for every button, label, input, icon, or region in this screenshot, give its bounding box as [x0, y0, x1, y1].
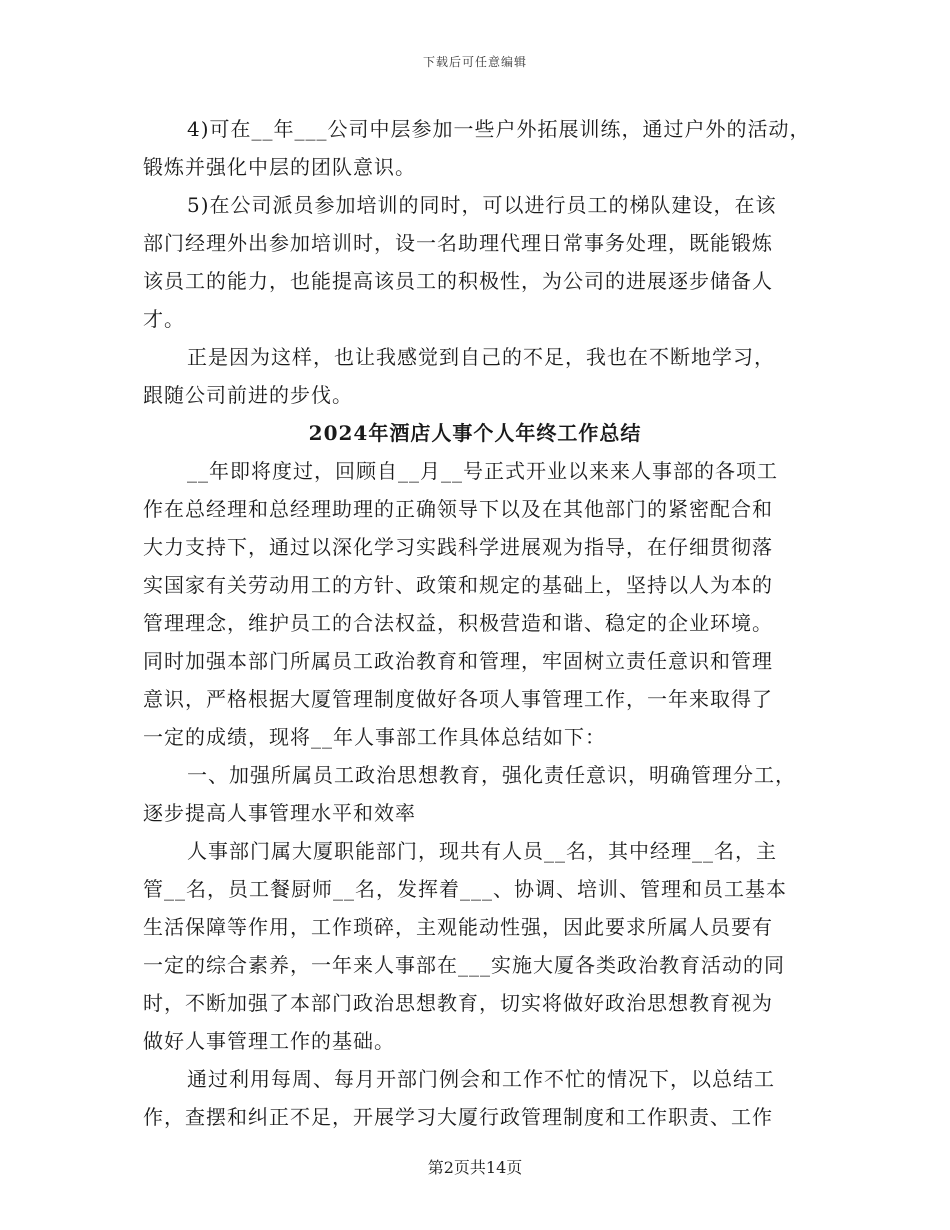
paragraph-line: 实国家有关劳动用工的方针、政策和规定的基础上，坚持以人为本的: [143, 573, 773, 597]
document-body: [143, 110, 811, 1136]
paragraph-line: 一定的综合素养，一年来人事部在___实施大厦各类政治教育活动的同: [143, 953, 785, 977]
paragraph-line: 作，查摆和纠正不足，开展学习大厦行政管理制度和工作职责、工作: [143, 1105, 773, 1129]
paragraph-line: 一定的成绩，现将__年人事部工作具体总结如下：: [143, 725, 606, 749]
paragraph-line: 跟随公司前进的步伐。: [143, 383, 353, 407]
paragraph-line: 管__名，员工餐厨师__名，发挥着___、协调、培训、管理和员工基本: [143, 877, 787, 901]
paragraph-line: 作在总经理和总经理助理的正确领导下以及在其他部门的紧密配合和: [143, 497, 773, 521]
paragraph-first-line: __年即将度过，回顾自__月__号正式开业以来来人事部的各项工: [187, 459, 778, 483]
paragraph-line: 才。: [143, 307, 185, 331]
paragraph-line: 逐步提高人事管理水平和效率: [143, 801, 416, 825]
page-footer: 第2页共14页: [427, 1158, 523, 1177]
page-header: 下载后可任意编辑: [422, 55, 527, 69]
paragraph-line: 意识，严格根据大厦管理制度做好各项人事管理工作，一年来取得了: [143, 687, 773, 711]
paragraph-line: 生活保障等作用，工作琐碎，主观能动性强，因此要求所属人员要有: [143, 915, 773, 939]
paragraph-first-line: 一、加强所属员工政治思想教育，强化责任意识，明确管理分工，: [187, 763, 796, 787]
paragraph-first-line: 通过利用每周、每月开部门例会和工作不忙的情况下，以总结工: [187, 1067, 775, 1091]
paragraph-first-line: 5)在公司派员参加培训的同时，可以进行员工的梯队建设，在该: [187, 193, 777, 217]
paragraph-line: 做好人事管理工作的基础。: [143, 1029, 395, 1053]
paragraph-line: 该员工的能力，也能提高该员工的积极性，为公司的进展逐步储备人: [143, 269, 773, 293]
paragraph-line: 管理理念，维护员工的合法权益，积极营造和谐、稳定的企业环境。: [143, 611, 773, 635]
paragraph-first-line: 人事部门属大厦职能部门，现共有人员__名，其中经理__名，主: [187, 839, 777, 863]
paragraph-first-line: 正是因为这样，也让我感觉到自己的不足，我也在不断地学习，: [187, 345, 775, 369]
paragraph-line: 部门经理外出参加培训时，设一名助理代理日常事务处理，既能锻炼: [143, 231, 773, 255]
paragraph-first-line: 4)可在__年___公司中层参加一些户外拓展训练，通过户外的活动，: [187, 117, 811, 141]
section-title: 2024年酒店人事个人年终工作总结: [308, 421, 642, 445]
paragraph-line: 大力支持下，通过以深化学习实践科学进展观为指导，在仔细贯彻落: [143, 535, 773, 559]
paragraph-line: 时，不断加强了本部门政治思想教育，切实将做好政治思想教育视为: [143, 991, 773, 1015]
paragraph-line: 锻炼并强化中层的团队意识。: [143, 155, 416, 179]
paragraph-line: 同时加强本部门所属员工政治教育和管理，牢固树立责任意识和管理: [143, 649, 773, 673]
